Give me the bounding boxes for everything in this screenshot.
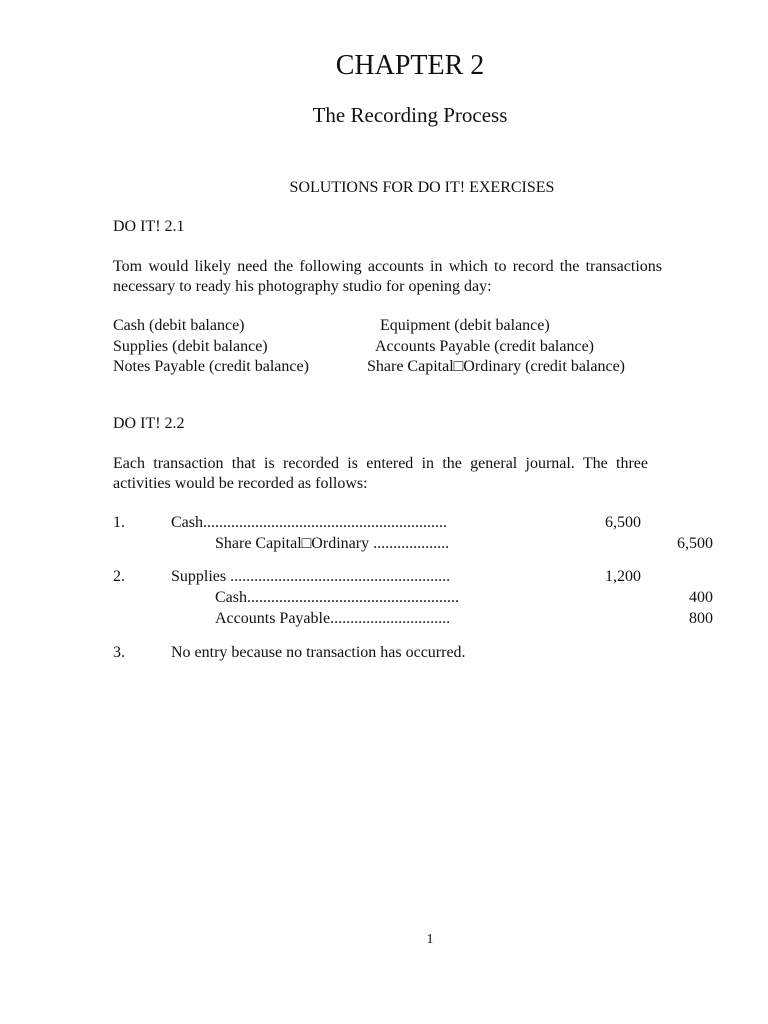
account-equipment: Equipment (debit balance): [380, 317, 550, 334]
page-number: 1: [426, 932, 434, 947]
account-accounts-payable: Accounts Payable (credit balance): [375, 338, 595, 355]
doit-2-1-label: DO IT! 2.1: [113, 218, 185, 235]
entry-2-credit-account-1: Cash.....................................................: [215, 589, 459, 606]
entry-1-number: 1.: [113, 514, 125, 531]
entry-2-credit-account-2: Accounts Payable..............................: [215, 610, 451, 627]
entry-2-credit-amount-2: 800: [689, 610, 713, 627]
entry-3-text: No entry because no transaction has occurred.: [171, 644, 466, 661]
account-notes-payable: Notes Payable (credit balance): [113, 358, 309, 375]
entry-1-credit-amount: 6,500: [677, 535, 713, 552]
account-cash: Cash (debit balance): [113, 317, 245, 334]
chapter-subtitle: The Recording Process: [312, 103, 508, 127]
doit-2-2-label: DO IT! 2.2: [113, 415, 185, 432]
section-heading: SOLUTIONS FOR DO IT! EXERCISES: [289, 179, 555, 196]
entry-2-number: 2.: [113, 568, 125, 585]
chapter-title: CHAPTER 2: [335, 50, 485, 81]
entry-1-debit-amount: 6,500: [605, 514, 641, 531]
entry-1-credit-account: Share Capital□Ordinary ...................: [215, 535, 450, 552]
entry-3-number: 3.: [113, 644, 125, 661]
account-share-capital: Share Capital□Ordinary (credit balance): [367, 358, 625, 375]
entry-1-debit-account: Cash.............................................................: [171, 514, 447, 531]
doit-2-1-intro: Tom would likely need the following accounts in which to record the transactions necessary to ready his photography studio for opening day:: [113, 258, 662, 295]
entry-2-debit-account: Supplies .......................................................: [171, 568, 451, 585]
account-supplies: Supplies (debit balance): [113, 338, 268, 355]
entry-2-debit-amount: 1,200: [605, 568, 641, 585]
entry-2-credit-amount-1: 400: [689, 589, 713, 606]
doit-2-2-intro: Each transaction that is recorded is entered in the general journal. The three activities would be recorded as follows:: [113, 455, 648, 492]
